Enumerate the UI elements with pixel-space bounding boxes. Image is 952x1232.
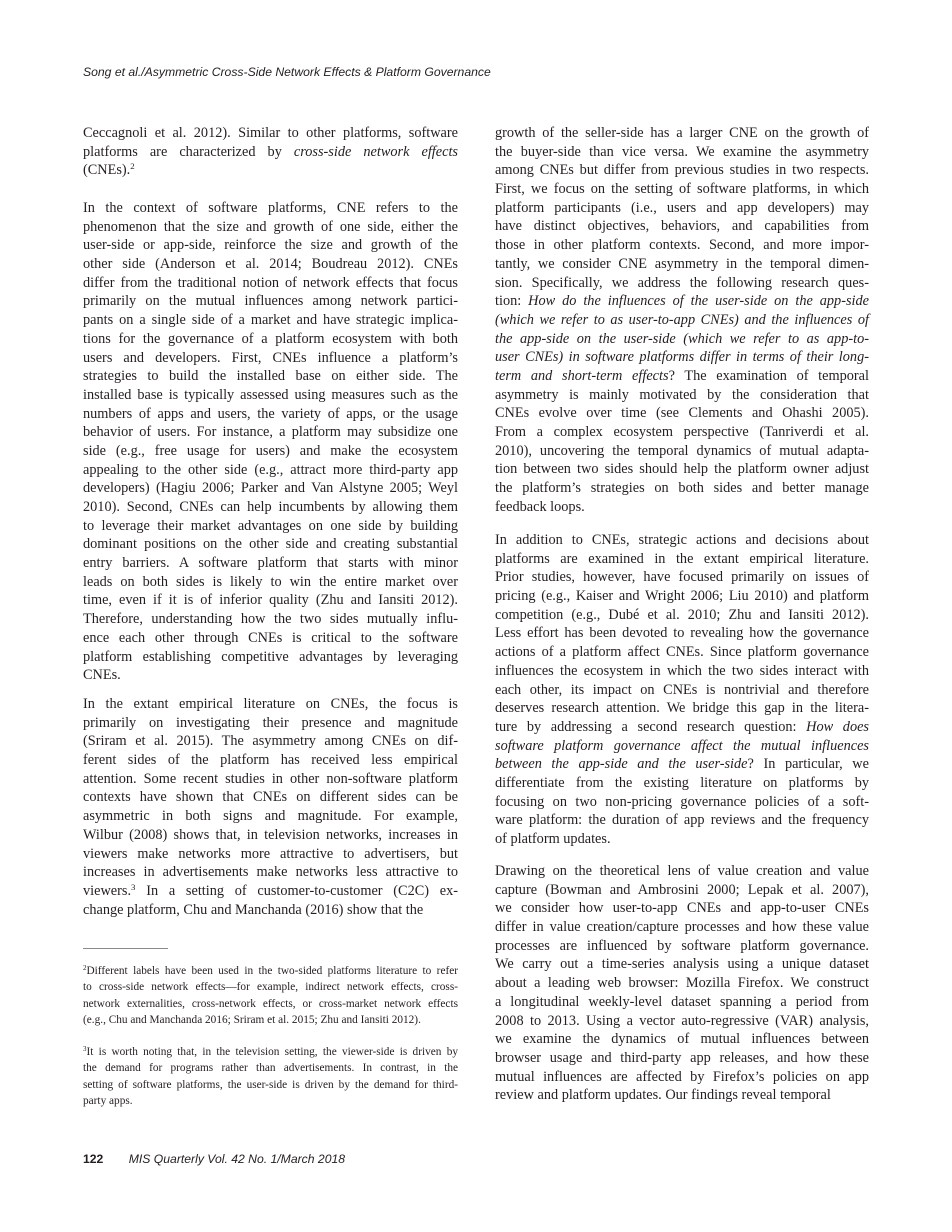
text-run: party apps.	[83, 1094, 133, 1107]
text-run: In addition to CNEs, strategic actions and decisions about	[495, 532, 869, 548]
text-run: primarily on investigating their presence and magnitude	[83, 714, 458, 731]
text-line	[83, 498, 458, 517]
paragraph	[495, 862, 869, 1105]
paragraph	[83, 199, 458, 685]
text-line	[83, 714, 458, 733]
paragraph	[83, 695, 458, 919]
text-line	[495, 1068, 869, 1087]
paragraph	[495, 124, 869, 516]
text-line	[495, 993, 869, 1012]
text-line	[83, 770, 458, 789]
text-run: those in other platform contexts. Second, and more impor-	[495, 237, 869, 254]
text-line	[83, 807, 458, 826]
text-run: (e.g., Chu and Manchanda 2016; Sriram et al. 2015; Zhu and Iansiti 2012).	[83, 1013, 421, 1026]
page-footer	[83, 1152, 345, 1166]
text-line	[495, 1086, 869, 1105]
text-run: We carry out a time-series analysis using a unique dataset	[495, 956, 869, 973]
text-run: pricing (e.g., Kaiser and Wright 2006; Liu 2010) and platform	[495, 588, 869, 605]
text-run: contexts have shown that CNEs on different sides can be	[83, 789, 458, 806]
text-run: Prior studies, however, have focused primarily on issues of	[495, 569, 869, 586]
text-run: In the extant empirical literature on CNEs, the focus is	[83, 696, 458, 712]
text-line	[495, 937, 869, 956]
text-run: platforms are characterized by	[83, 143, 294, 160]
text-run: attention. Some recent studies in other non-software platform	[83, 770, 458, 787]
text-run: influences the ecosystem in which the two sides interact with	[495, 662, 869, 679]
text-line	[83, 882, 458, 901]
text-run: primarily on the mutual influences among network partici-	[83, 293, 458, 310]
text-run: actions of a platform affect CNEs. Since platform governance	[495, 644, 869, 661]
text-run: tantly, we consider CNE asymmetry in the temporal dimen-	[495, 255, 869, 272]
footnote-marker: 3	[83, 1045, 87, 1054]
text-line	[495, 180, 869, 199]
text-line	[83, 236, 458, 255]
text-run: ware platform: the duration of app reviews and the frequency	[495, 812, 869, 829]
text-line	[83, 666, 458, 685]
text-run: appealing to the other side (e.g., attract more third-party app	[83, 461, 458, 478]
text-run: mutual influences are affected by Firefox’s policies on app	[495, 1068, 869, 1085]
italic-text: How do the influences of the user-side on the app-side	[528, 293, 869, 310]
text-run: have distinct objectives, behaviors, and capabilities from	[495, 218, 869, 235]
text-line	[495, 161, 869, 180]
text-run: dominant positions on the other side and creating substantial	[83, 536, 458, 553]
text-run: platform establishing competitive advantages by leveraging	[83, 648, 458, 665]
text-run: ence each other through CNEs is critical to the software	[83, 629, 458, 646]
text-line	[495, 955, 869, 974]
text-line	[83, 461, 458, 480]
text-line	[83, 255, 458, 274]
text-run: Drawing on the theoretical lens of value creation and value	[495, 863, 869, 879]
italic-text: software platform governance affect the mutual influences	[495, 737, 869, 754]
text-run: browser usage and third-party app releases, and how these	[495, 1049, 869, 1066]
text-run: a longitudinal weekly-level dataset spanning a period from	[495, 993, 869, 1010]
text-run: the demand for programs rather than advertisements. In contrast, in the	[83, 1062, 458, 1075]
running-header: Song et al./Asymmetric Cross-Side Network Effects & Platform Governance	[83, 65, 491, 79]
text-line	[83, 845, 458, 864]
text-run: tion:	[495, 293, 529, 310]
text-line	[495, 568, 869, 587]
text-line	[83, 535, 458, 554]
text-run: feedback loops.	[495, 498, 585, 515]
text-line	[83, 423, 458, 442]
text-run: In the context of software platforms, CNE refers to the	[83, 200, 458, 216]
text-line	[495, 255, 869, 274]
text-line	[495, 442, 869, 461]
text-line	[495, 330, 869, 349]
text-line	[495, 274, 869, 293]
footnote-marker: 2	[83, 964, 87, 973]
text-line	[495, 974, 869, 993]
footnote-2	[83, 963, 458, 1028]
text-line	[495, 755, 869, 774]
text-line	[83, 610, 458, 629]
text-line	[495, 718, 869, 737]
text-line	[495, 292, 869, 311]
text-run: CNEs.	[83, 667, 121, 684]
text-run: First, we focus on the setting of software platforms, in which	[495, 181, 869, 198]
text-run: It is worth noting that, in the television setting, the viewer-side is driven by	[86, 1046, 458, 1058]
text-line	[83, 751, 458, 770]
text-line	[495, 1030, 869, 1049]
text-line	[83, 996, 458, 1012]
text-run: about a leading web browser: Mozilla Firefox. We construct	[495, 975, 869, 992]
text-run: the buyer-side than vice versa. We examine the asymmetry	[495, 143, 869, 160]
text-run: other side (Anderson et al. 2014; Boudreau 2012). CNEs	[83, 256, 458, 273]
text-line	[83, 311, 458, 330]
text-run: leads on both sides is likely to win the entire market over	[83, 573, 458, 590]
text-run: of platform updates.	[495, 831, 611, 847]
text-run: ? In particular, we	[747, 756, 869, 773]
text-line	[495, 460, 869, 479]
text-run: side (e.g., free usage for users) and make the ecosystem	[83, 442, 458, 459]
journal-citation: MIS Quarterly Vol. 42 No. 1/March 2018	[128, 1152, 346, 1166]
text-run: (CNEs).	[83, 162, 131, 179]
text-run: entry barriers. A software platform that starts with minor	[83, 555, 458, 572]
text-line	[495, 236, 869, 255]
text-run: user-side or app-side, reinforce the size and growth of the	[83, 237, 458, 254]
text-line	[495, 1049, 869, 1068]
text-run: setting of software platforms, the user-side is driven by the demand for third-	[83, 1078, 458, 1091]
text-run: ? The examination of temporal	[668, 367, 869, 384]
text-run: viewers make networks more attractive to advertisers, but	[83, 845, 458, 862]
text-run: change platform, Chu and Manchanda (2016) show that the	[83, 901, 424, 918]
text-run: users and developers. First, CNEs influence a platform’s	[83, 349, 458, 366]
text-run: differentiate from the existing literature on platforms by	[495, 774, 869, 791]
italic-text: (which we refer to as user-to-app CNEs) and the influences of	[495, 311, 869, 328]
text-line	[83, 863, 458, 882]
text-run: 2010), uncovering the temporal dynamics of mutual adapta-	[495, 442, 869, 459]
text-run: processes are influenced by software platform governance.	[495, 937, 869, 954]
text-line	[495, 367, 869, 386]
text-line	[83, 274, 458, 293]
text-run: growth of the seller-side has a larger CNE on the growth of	[495, 125, 869, 141]
text-line	[83, 554, 458, 573]
text-run: developers) (Hagiu 2006; Parker and Van Alstyne 2005; Weyl	[83, 480, 458, 497]
text-line	[83, 1044, 458, 1060]
text-line	[83, 349, 458, 368]
italic-text: between the app-side and the user-side	[495, 756, 748, 773]
text-run: Therefore, understanding how the two sides mutually influ-	[83, 611, 458, 628]
text-line	[495, 498, 869, 517]
text-run: Wilbur (2008) shows that, in television networks, increases in	[83, 826, 458, 843]
text-run: phenomenon that the size and growth of one side, either the	[83, 218, 458, 235]
text-run: ture by addressing a second research question:	[495, 718, 807, 735]
text-run: focusing on two non-pricing governance policies of a soft-	[495, 793, 869, 810]
text-line	[83, 629, 458, 648]
text-line	[83, 442, 458, 461]
text-line	[495, 348, 869, 367]
text-run: time, even if it is of inferior quality (Zhu and Iansiti 2012).	[83, 592, 458, 609]
text-line	[495, 423, 869, 442]
text-line	[495, 643, 869, 662]
text-line	[495, 1012, 869, 1031]
text-run: strategies to build the installed base on either side. The	[83, 368, 458, 385]
footnote-divider	[83, 948, 168, 949]
italic-text: How does	[806, 718, 869, 735]
text-line	[495, 881, 869, 900]
text-run: installed base is typically assessed using measures such as the	[83, 386, 458, 403]
text-run: capture (Bowman and Ambrosini 2000; Lepak et al. 2007),	[495, 881, 869, 898]
text-line	[495, 550, 869, 569]
text-run: CNEs evolve over time (see Clements and Ohashi 2005).	[495, 405, 869, 422]
text-run: 2010). Second, CNEs can help incumbents by allowing them	[83, 499, 458, 515]
text-run: From a complex ecosystem perspective (Tanriverdi et al.	[495, 424, 869, 440]
footnote-marker: 3	[131, 882, 136, 892]
text-line	[495, 479, 869, 498]
text-line	[83, 124, 458, 143]
text-run: asymmetry is mainly motivated by the consideration that	[495, 386, 869, 403]
text-line	[495, 899, 869, 918]
text-line	[83, 143, 458, 162]
text-run: differ in value creation/capture processes and how these value	[495, 919, 869, 936]
text-line	[495, 793, 869, 812]
text-run: increases in advertisements make networks less attractive to	[83, 864, 458, 881]
text-line	[83, 788, 458, 807]
text-run: numbers of apps and users, the variety of apps, or the usage	[83, 405, 458, 422]
text-line	[495, 311, 869, 330]
text-run: asymmetric in both signs and magnitude. For example,	[83, 808, 458, 825]
text-line	[83, 1077, 458, 1093]
italic-text: cross-side network effects	[293, 143, 458, 160]
text-line	[495, 124, 869, 143]
footnote-marker: 2	[130, 161, 135, 172]
text-run: ferent sides of the platform has received less empirical	[83, 752, 458, 769]
text-line	[83, 901, 458, 920]
italic-text: the app-side on the user-side (which we refer to as app-to-	[495, 330, 869, 347]
text-run: among CNEs but differ from previous studies in two respects.	[495, 162, 869, 179]
text-line	[495, 811, 869, 830]
text-run: to cross-side network effects—for example, indirect network effects, cross-	[83, 981, 458, 994]
text-line	[83, 1012, 458, 1028]
text-line	[495, 681, 869, 700]
text-line	[495, 404, 869, 423]
text-run: platform participants (i.e., users and app developers) may	[495, 199, 869, 216]
text-line	[83, 330, 458, 349]
text-line	[495, 606, 869, 625]
text-line	[495, 918, 869, 937]
italic-text: term and short-term effects	[495, 367, 669, 384]
text-run: In a setting of customer-to-customer (C2C) ex-	[135, 882, 458, 899]
text-line	[83, 479, 458, 498]
text-line	[83, 367, 458, 386]
text-run: each other, its impact on CNEs is nontrivial and therefore	[495, 681, 869, 698]
text-line	[83, 648, 458, 667]
text-line	[83, 386, 458, 405]
text-run: network externalities, cross-network effects, or cross-market network effects	[83, 997, 458, 1010]
text-run: deserves research attention. We bridge this gap in the litera-	[495, 700, 869, 717]
text-run: tions for the governance of a platform ecosystem with both	[83, 330, 458, 347]
text-line	[495, 531, 869, 550]
text-run: we examine the dynamics of mutual influences between	[495, 1031, 869, 1048]
text-run: pants on a single side of a market and have strategic implica-	[83, 312, 458, 329]
text-line	[495, 143, 869, 162]
text-line	[495, 587, 869, 606]
text-line	[83, 695, 458, 714]
text-run: tion between two sides should help the platform owner adjust	[495, 461, 869, 478]
text-line	[83, 1060, 458, 1076]
text-line	[83, 591, 458, 610]
text-line	[83, 405, 458, 424]
text-line	[83, 963, 458, 979]
text-run: viewers.	[83, 882, 132, 899]
text-line	[83, 826, 458, 845]
text-line	[495, 217, 869, 236]
text-run: Less effort has been devoted to revealing how the governance	[495, 625, 869, 642]
text-run: behavior of users. For instance, a platform may subsidize one	[83, 424, 458, 441]
text-run: review and platform updates. Our findings reveal temporal	[495, 1087, 831, 1104]
text-line	[83, 517, 458, 536]
text-line	[495, 199, 869, 218]
text-line	[83, 573, 458, 592]
text-line	[83, 732, 458, 751]
text-run: differ from the traditional notion of network effects that focus	[83, 274, 458, 291]
text-line	[495, 862, 869, 881]
footnote-3	[83, 1044, 458, 1109]
text-run: (Sriram et al. 2015). The asymmetry among CNEs on dif-	[83, 733, 458, 750]
text-line	[83, 292, 458, 311]
text-line	[495, 386, 869, 405]
text-line	[83, 979, 458, 995]
text-line	[495, 662, 869, 681]
text-run: Ceccagnoli et al. 2012). Similar to other platforms, software	[83, 125, 458, 141]
text-run: 2008 to 2013. Using a vector auto-regressive (VAR) analysis,	[495, 1012, 869, 1029]
page-number: 122	[83, 1152, 104, 1166]
text-run: sion. Specifically, we address the following research ques-	[495, 274, 869, 291]
text-line	[495, 830, 869, 849]
text-line	[495, 774, 869, 793]
text-line	[495, 699, 869, 718]
text-run: to leverage their market advantages on one side by building	[83, 517, 458, 534]
text-line	[495, 737, 869, 756]
text-run: platforms are examined in the extant empirical literature.	[495, 550, 869, 567]
paragraph	[495, 531, 869, 849]
text-line	[495, 624, 869, 643]
text-line	[83, 161, 458, 180]
text-run: competition (e.g., Dubé et al. 2010; Zhu and Iansiti 2012).	[495, 606, 869, 623]
italic-text: user CNEs) in software platforms differ in terms of their long-	[495, 349, 869, 366]
text-run: we consider how user-to-app CNEs and app-to-user CNEs	[495, 900, 869, 917]
text-line	[83, 218, 458, 237]
text-line	[83, 199, 458, 218]
text-line	[83, 1093, 458, 1109]
paragraph	[83, 124, 458, 180]
text-run: Different labels have been used in the two-sided platforms literature to refer	[86, 965, 458, 977]
text-run: the platform’s strategies on both sides and better manage	[495, 480, 869, 497]
